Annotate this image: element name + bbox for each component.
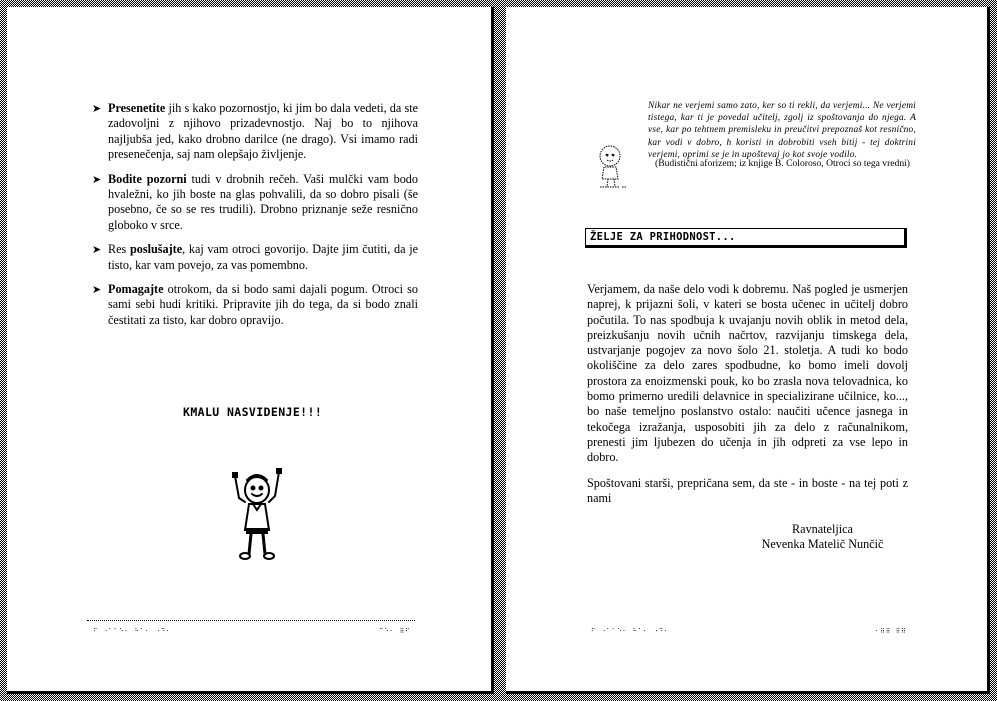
page-number: ⠂⠿⠿ ⠿⠿ [875, 628, 907, 635]
tip-keyword: Presenetite [108, 101, 166, 115]
arrowhead-bullet-icon: ➤ [92, 172, 102, 186]
tip-text: , kaj vam otroci govorijo. Dajte jim čutiti, da je tisto, kar vam povejo, za vas pomembno. [108, 242, 419, 272]
arrowhead-bullet-icon: ➤ [92, 102, 102, 115]
tip-keyword: Bodite pozorni [108, 171, 187, 186]
footer-rule [87, 620, 415, 621]
tip-text: tudi v drobnih rečeh. Vaši mulčki vam bodo hvaležni, ko jih boste na glas pohvalili, da so dobro pisali (še posebno, če so se res trudili). Drobno priznanje seže resnično globoko v srce. [108, 171, 418, 232]
tip-prefix: Res [108, 242, 130, 257]
list-item [92, 282, 418, 328]
left-page [7, 7, 494, 694]
tip-text: jih s kako pozornostjo, ki jim bo dala vedeti, da ste zadovoljni z njihovo prizadevnostjo. Naj bo to njihova najljubša jed, kako drobno darilce (ne drago). Vsi imamo radi presenečenja, saj nam olepšajo življenje. [108, 101, 418, 162]
list-item [92, 101, 418, 163]
signature-name: Nevenka Matelič Nunčič [761, 537, 884, 552]
signature-title: Ravnateljica [792, 522, 853, 536]
signature-block [587, 522, 908, 553]
list-item [92, 242, 418, 273]
tip-keyword: poslušajte [129, 242, 183, 257]
section-title: ŽELJE ZA PRIHODNOST... [585, 228, 907, 248]
arrowhead-bullet-icon: ➤ [92, 243, 102, 257]
footer-left-text: ⠋ ⠐⠁⠁⠑⠂ ⠓⠁⠂ ⠐⠙⠂ [591, 628, 670, 635]
paragraph: Spoštovani starši, prepričana sem, da ste - in boste - na tej poti z nami [587, 475, 908, 505]
right-page [506, 7, 990, 694]
arrowhead-bullet-icon: ➤ [92, 283, 102, 297]
farewell-heading: KMALU NASVIDENJE!!! [183, 405, 323, 419]
cheering-child-illustration [227, 462, 287, 562]
tip-keyword: Pomagajte [108, 282, 164, 297]
footer-left-text: ⠋ ⠐⠁⠁⠑⠂ ⠓⠁⠂ ⠐⠙⠂ [93, 628, 172, 635]
quote-source: (Budistični aforizem; iz knjige B. Coloroso, Otroci so tega vredni) [655, 158, 910, 169]
tips-list [92, 101, 418, 337]
tip-text: otrokom, da si bodo sami dajali pogum. Otroci so sami sebi hudi kritiki. Pripravite jih do tega, da si bodo znali čestitati za tisto, kar dobro opravijo. [108, 282, 418, 327]
child-sketch-illustration [596, 145, 628, 191]
letter-body [587, 282, 908, 516]
quote-text: Nikar ne verjemi samo zato, ker so ti rekli, da verjemi... Ne verjemi tistega, kar ti je povedal učitelj, zgolj iz spoštovanja do njega. A vse, kar po tehtnem premisleku in preučitvi prepoznaš kot resnično, kar vodi v dobro, h koristi in dobrobiti vseh bitij - tej doktrini verjemi, oprimi se je in upoštevaj jo kot svoje vodilo. [648, 101, 916, 160]
page-number: ⠉⠑⠂ ⠿⠋ [379, 628, 411, 635]
paragraph: Verjamem, da naše delo vodi k dobremu. Naš pogled je usmerjen naprej, k prijazni šoli, v kateri se bosta učenec in učitelj dobro počutila. To nas spodbuja k uvajanju novih oblik in metod dela, preizkušanju novih učnih načrtov, razvijanju timskega dela, ustvarjanje pogojev za novo šolo 21. stoletja. A tudi ko bodo okoliščine za delo zares spodbudne, ko bomo imeli dovolj prostora za enoizmenski pouk, ko bo zrasla nova telovadnica, ko bomo primerno uredili delavnice in specializirane učilnice, ko..., bo naše temeljno poslanstvo ostalo: naučiti učence jasnega in tekočega izražanja, usposobiti jih za delo z računalnikom, prenesti jim ljubezen do učenja in jih odpreti za vse lepo in dobro. [587, 282, 908, 465]
list-item [92, 172, 418, 234]
